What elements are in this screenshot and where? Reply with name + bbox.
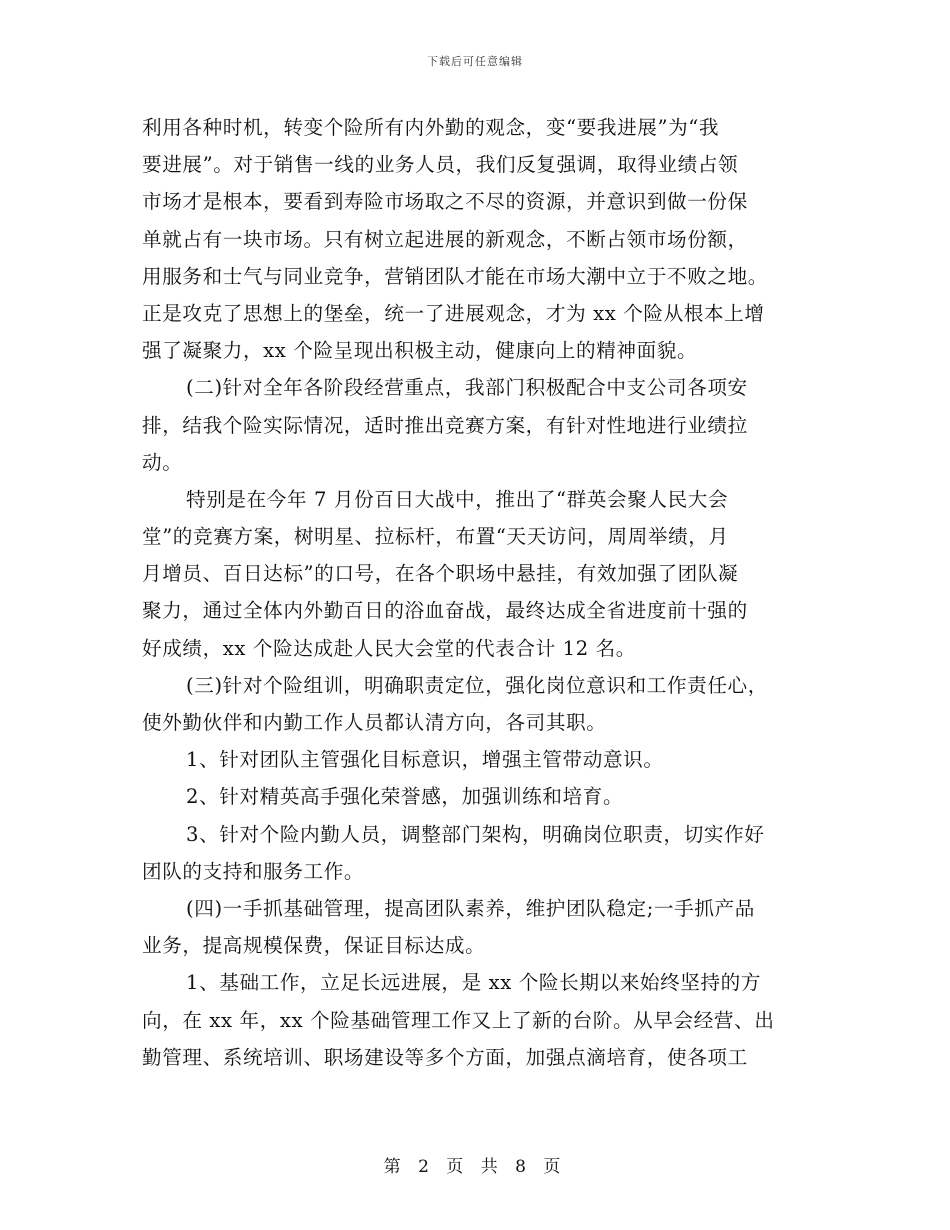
text-line: 排，结我个险实际情况，适时推出竞赛方案，有针对性地进行业绩拉 (142, 413, 748, 437)
page-header: 下载后可任意编辑 (427, 55, 523, 68)
text-line: 市场才是根本，要看到寿险市场取之不尽的资源，并意识到做一份保 (142, 190, 748, 214)
text-line: 使外勤伙伴和内勤工作人员都认清方向，各司其职。 (142, 711, 607, 734)
document-body (142, 109, 810, 1076)
text-line: 向，在 xx 年，xx 个险基础管理工作又上了新的台阶。从早会经营、出 (142, 1008, 775, 1032)
page-number: 第 2 页 共 8 页 (383, 1157, 567, 1177)
text-line: 堂”的竞赛方案，树明星、拉标杆，布置“天天访问，周周举绩，月 (142, 525, 729, 549)
list-item: 1、基础工作，立足长远进展，是 xx 个险长期以来始终坚持的方 (186, 971, 762, 995)
text-line: 利用各种时机，转变个险所有内外勤的观念，变“要我进展”为“我 (142, 116, 720, 139)
text-line: 单就占有一块市场。只有树立起进展的新观念，不断占领市场份额， (142, 227, 748, 251)
text-line: 聚力，通过全体内外勤百日的浴血奋战，最终达成全省进度前十强的 (142, 599, 748, 623)
list-item: 3、针对个险内勤人员，调整部门架构，明确岗位职责，切实作好 (186, 822, 765, 846)
text-line: 好成绩，xx 个险达成赴人民大会堂的代表合计 12 名。 (142, 636, 636, 660)
text-line: 正是攻克了思想上的堡垒，统一了进展观念，才为 xx 个险从根本上增 (142, 301, 765, 325)
text-line: 业务，提高规模保费，保证目标达成。 (142, 934, 486, 958)
text-line: 月增员、百日达标”的口号，在各个职场中悬挂，有效加强了团队凝 (142, 562, 739, 586)
section-heading-3: (三)针对个险组训，明确职责定位，强化岗位意识和工作责任心， (186, 673, 768, 697)
text-line: 团队的支持和服务工作。 (142, 859, 365, 883)
paragraph-start: 特别是在今年 7 月份百日大战中，推出了“群英会聚人民大会 (186, 487, 729, 511)
section-heading-4: (四)一手抓基础管理，提高团队素养，维护团队稳定;一手抓产品 (186, 896, 755, 920)
text-line: 勤管理、系统培训、职场建设等多个方面，加强点滴培育，使各项工 (142, 1045, 748, 1069)
text-line: 强了凝聚力，xx 个险呈现出积极主动，健康向上的精神面貌。 (142, 339, 698, 363)
text-line: 动。 (142, 450, 183, 474)
section-heading-2: (二)针对全年各阶段经营重点，我部门积极配合中支公司各项安 (186, 376, 748, 400)
list-item: 1、针对团队主管强化目标意识，增强主管带动意识。 (186, 748, 664, 772)
text-line: 用服务和士气与同业竞争，营销团队才能在市场大潮中立于不败之地。 (142, 264, 769, 288)
text-line: 要进展”。对于销售一线的业务人员，我们反复强调，取得业绩占领 (142, 153, 739, 177)
list-item: 2、针对精英高手强化荣誉感，加强训练和培育。 (186, 785, 624, 809)
